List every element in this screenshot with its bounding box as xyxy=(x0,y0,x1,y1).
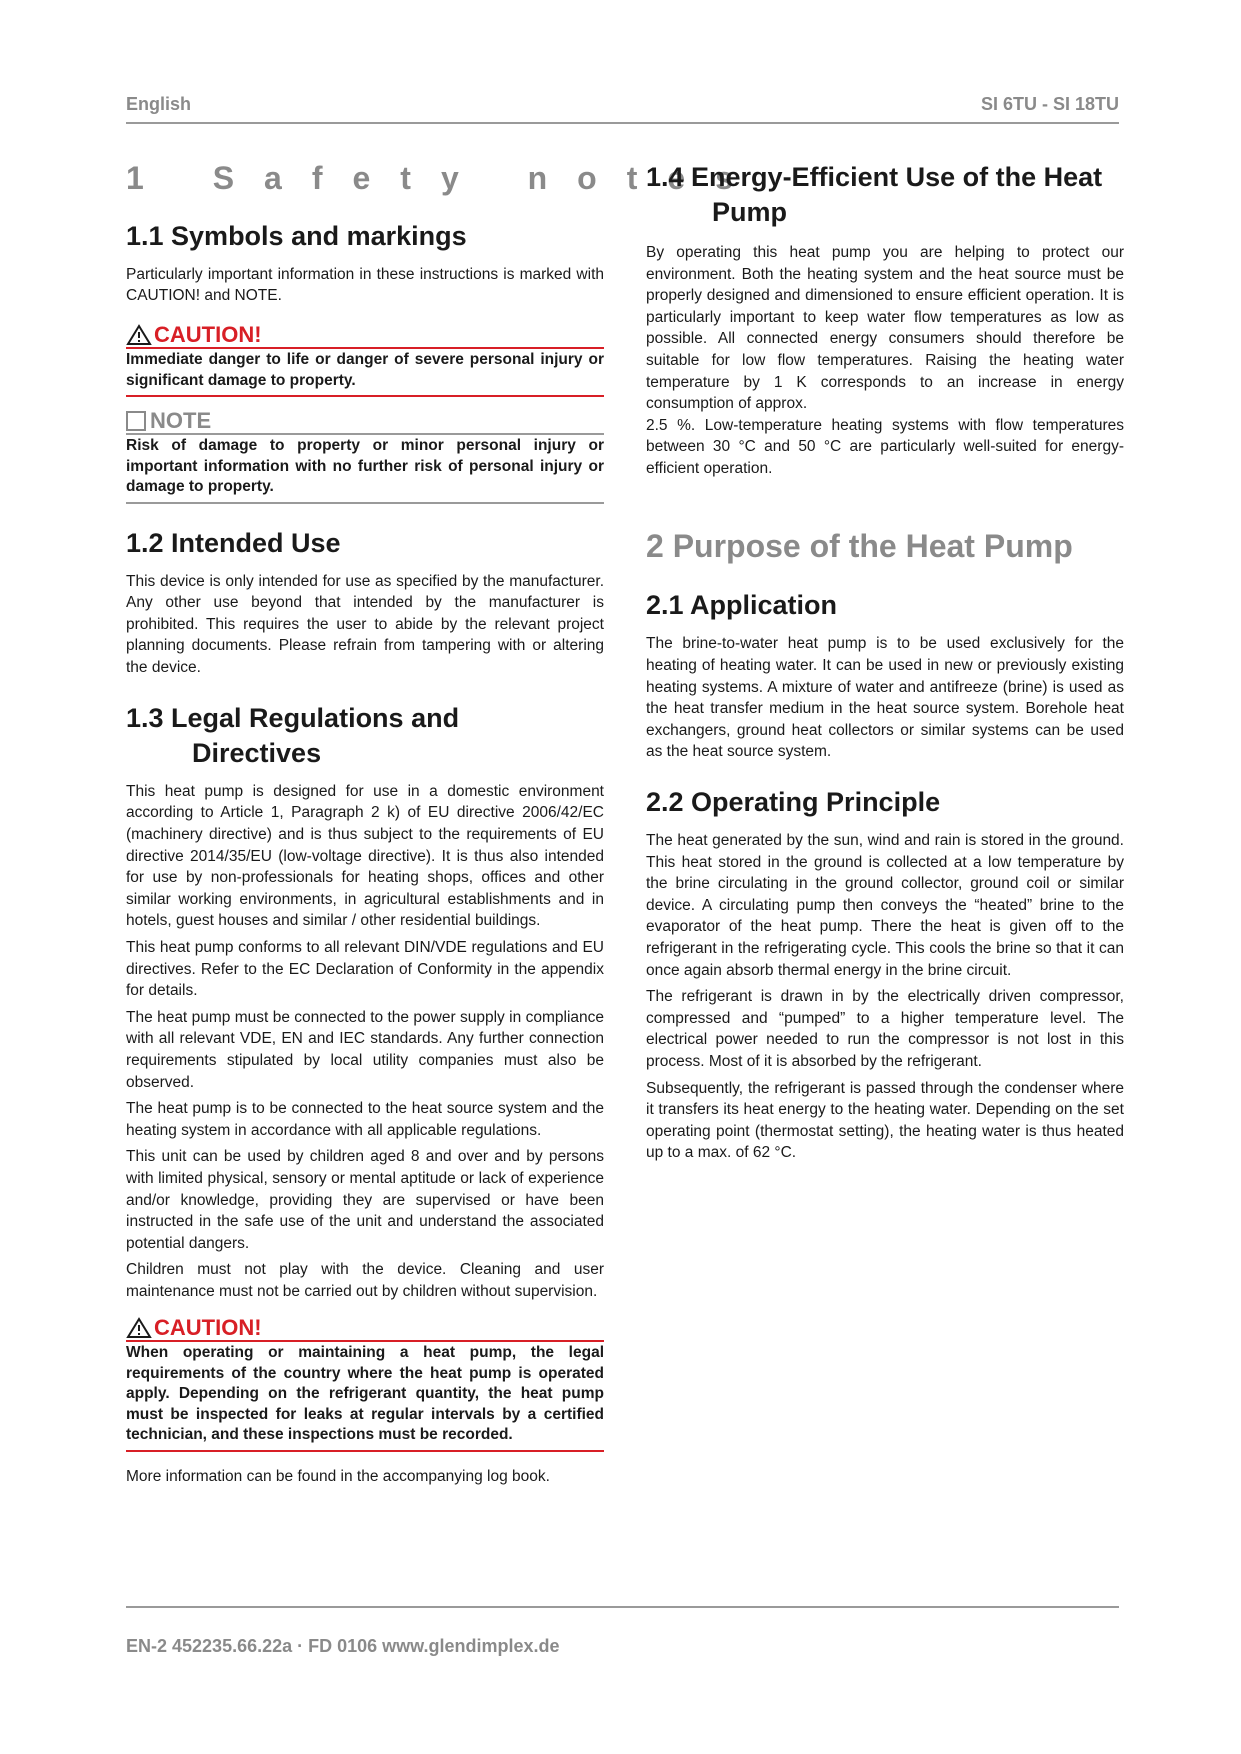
header-language: English xyxy=(126,94,192,114)
para-1-3-d: The heat pump is to be connected to the heat source system and the heating system in accordance with all applicable regulations. xyxy=(126,1100,604,1139)
para-2-1: The brine-to-water heat pump is to be used exclusively for the heating of heating water. It can be used in new or previously existing heating systems. A mixture of water and antifreeze (brine) is used as the heat transfer medium in the heat source system. Borehole heat exchangers, ground heat collectors or similar systems can be used as the heat source system. xyxy=(646,635,1124,761)
caution-title-2 xyxy=(126,1316,604,1342)
para-2-2-c: Subsequently, the refrigerant is passed through the condenser where it transfers its heat energy to the heating water. Depending on the set operating point (thermostat setting), the heating water is thus heated up to a max. of 62 °C. xyxy=(646,1079,1124,1162)
para-1-1: Particularly important information in these instructions is marked with CAUTION! and NOTE. xyxy=(126,265,604,305)
caution-label-1: CAUTION! xyxy=(154,322,262,348)
caution-text-2: When operating or maintaining a heat pump, the legal requirements of the country where the heat pump is operated apply. Depending on the refrigerant quantity, the heat pump must be inspected for leaks at regular intervals by a certified technician, and these inspections must be recorded. xyxy=(126,1342,604,1452)
footer-rule xyxy=(126,1606,1119,1608)
note-text-1: Risk of damage to property or minor personal injury or important information with no further risk of personal injury or damage to property. xyxy=(126,435,604,504)
header-rule xyxy=(126,122,1119,124)
note-icon xyxy=(126,411,146,431)
caution-box-2 xyxy=(126,1316,604,1452)
heading-1-3-line2: Directives xyxy=(192,737,322,768)
heading-1-3-line1: 1.3 Legal Regulations and xyxy=(126,702,460,733)
caution-label-2: CAUTION! xyxy=(154,1315,262,1341)
para-1-2: This device is only intended for use as specified by the manufacturer. Any other use beyond that intended by the manufacturer is prohibited. This requires the user to abide by the relevant project planning documents. Please refrain from tampering with or altering the device. xyxy=(126,572,604,677)
heading-1-3 xyxy=(126,701,604,771)
para-2-2-b: The refrigerant is drawn in by the electrically driven compressor, compressed and “pumped” to a higher temperature level. The electrical power needed to run the compressor is not lost in this process. Most of it is absorbed by the refrigerant. xyxy=(646,988,1124,1071)
heading-1-4-line2: Pump xyxy=(712,197,788,227)
section-2-title: 2 Purpose of the Heat Pump xyxy=(646,527,1073,564)
right-column xyxy=(646,160,1124,1164)
note-title-1 xyxy=(126,409,604,435)
note-box-1 xyxy=(126,409,604,504)
para-1-3-e: This unit can be used by children aged 8 and over and by persons with limited physical, sensory or mental aptitude or lack of experience and/or knowledge, providing they are supervised or have been instructed in the safe use of the unit and understand the associated potential dangers. xyxy=(126,1148,604,1252)
para-1-3-a: This heat pump is designed for use in a domestic environment according to Article 1, Paragraph 2 k) of EU directive 2006/42/EC (machinery directive) and is thus subject to the requirements of EU directive 2014/35/EU (low-voltage directive). It is thus also intended for use by non-professionals for heating shops, offices and other similar working environments, in agricultural establishments and in hotels, guest houses and similar / other residential buildings. xyxy=(126,782,604,930)
heading-2-2: 2.2 Operating Principle xyxy=(646,786,941,817)
section-1-title: 1 Safety notes xyxy=(126,160,763,196)
para-1-4-b: 2.5 %. Low-temperature heating systems with flow temperatures between 30 °C and 50 °C are particularly well-suited for energy-efficient operation. xyxy=(646,416,1124,477)
header-model: SI 6TU - SI 18TU xyxy=(980,94,1119,114)
heading-1-2: 1.2 Intended Use xyxy=(126,527,341,558)
warning-icon xyxy=(126,324,152,346)
para-log-book: More information can be found in the accompanying log book. xyxy=(126,1467,550,1485)
footer-text: EN-2 452235.66.22a · FD 0106 www.glendimplex.de xyxy=(126,1636,560,1656)
heading-1-4-line1: 1.4 Energy-Efficient Use of the Heat xyxy=(646,162,1103,192)
para-2-2-a: The heat generated by the sun, wind and rain is stored in the ground. This heat stored in the ground is collected at a low temperature by the brine circulating in the ground collector, ground coil or similar device. A circulating pump then conveys the “heated” brine to the evaporator of the heat pump. There the heat is given off to the refrigerant in the refrigerating cycle. This cools the brine so that it can once again absorb thermal energy in the brine circuit. xyxy=(646,832,1124,979)
para-1-4-a: By operating this heat pump you are helping to protect our environment. Both the heating system and the heat source must be properly designed and dimensioned to ensure efficient operation. It is particularly important to keep water flow temperatures as low as possible. All connected energy consumers should therefore be suitable for low flow temperatures. Raising the heating water temperature by 1 K corresponds to an increase in energy consumption of approx. xyxy=(646,244,1124,413)
caution-box-1 xyxy=(126,323,604,397)
para-1-3-c: The heat pump must be connected to the power supply in compliance with all relevant VDE, EN and IEC standards. Any further connection requirements stipulated by local utility companies must also be observed. xyxy=(126,1008,604,1091)
heading-1-4 xyxy=(646,160,1124,230)
heading-2-1: 2.1 Application xyxy=(646,590,838,621)
caution-text-1: Immediate danger to life or danger of severe personal injury or significant damage to property. xyxy=(126,349,604,397)
warning-icon xyxy=(126,1317,152,1339)
para-1-3-b: This heat pump conforms to all relevant DIN/VDE regulations and EU directives. Refer to the EC Declaration of Conformity in the appendix for details. xyxy=(126,938,604,1000)
note-label-1: NOTE xyxy=(150,408,212,434)
caution-title-1 xyxy=(126,323,604,349)
heading-1-1: 1.1 Symbols and markings xyxy=(126,220,467,251)
para-1-3-f: Children must not play with the device. Cleaning and user maintenance must not be carried out by children without supervision. xyxy=(126,1261,604,1300)
